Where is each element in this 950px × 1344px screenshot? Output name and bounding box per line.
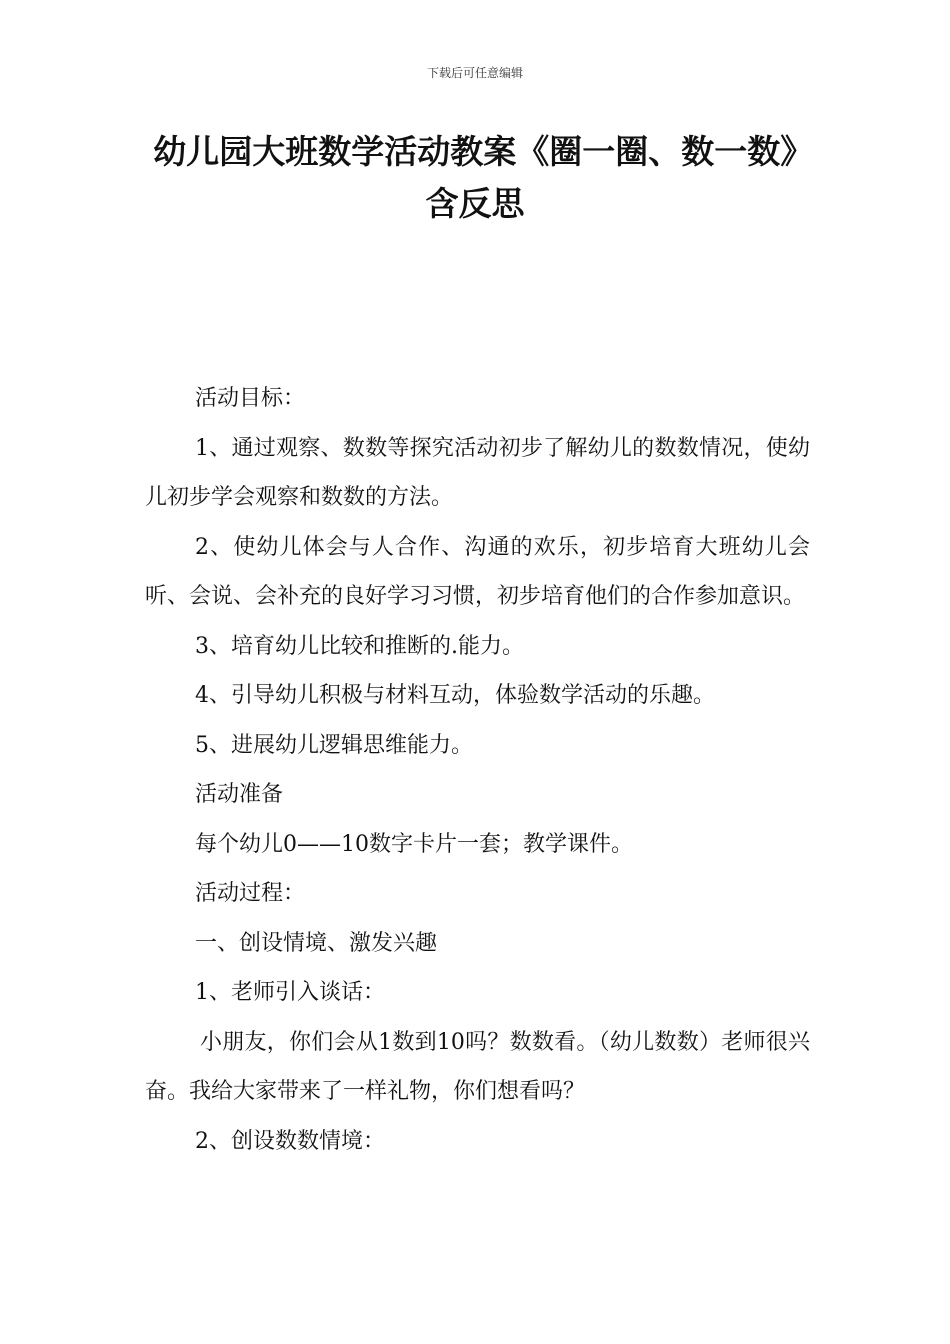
process-step-heading: 一、创设情境、激发兴趣 — [195, 930, 438, 956]
section-heading-goals: 活动目标： — [195, 386, 306, 411]
goal-item-3: 3、培育幼儿比较和推断的.能力。 — [195, 633, 524, 659]
goal-item-4: 4、引导幼儿积极与材料互动，体验数学活动的乐趣。 — [195, 683, 715, 708]
goal-item-5: 5、进展幼儿逻辑思维能力。 — [195, 732, 473, 758]
header-note: 下载后可任意编辑 — [426, 66, 523, 80]
section-heading-process: 活动过程： — [195, 881, 306, 906]
section-heading-preparation: 活动准备 — [195, 782, 284, 807]
document-title: 幼儿园大班数学活动教案《圈一圈、数一数》含反思 — [153, 132, 797, 223]
preparation-item: 每个幼儿0——10数字卡片一套；教学课件。 — [195, 831, 633, 857]
process-substep-1: 1、老师引入谈话： — [195, 980, 385, 1005]
teacher-dialogue: 小朋友，你们会从1数到10吗？数数看。（幼儿数数）老师很兴奋。我给大家带来了一样礼物，你们想看吗？ — [145, 1029, 810, 1104]
process-substep-2: 2、创设数数情境： — [195, 1128, 385, 1154]
goal-item-1: 1、通过观察、数数等探究活动初步了解幼儿的数数情况，使幼儿初步学会观察和数数的方法。 — [145, 435, 810, 510]
document-body — [145, 374, 810, 1166]
goal-item-2: 2、使幼儿体会与人合作、沟通的欢乐，初步培育大班幼儿会听、会说、会补充的良好学习习惯，初步培育他们的合作参加意识。 — [145, 534, 810, 609]
